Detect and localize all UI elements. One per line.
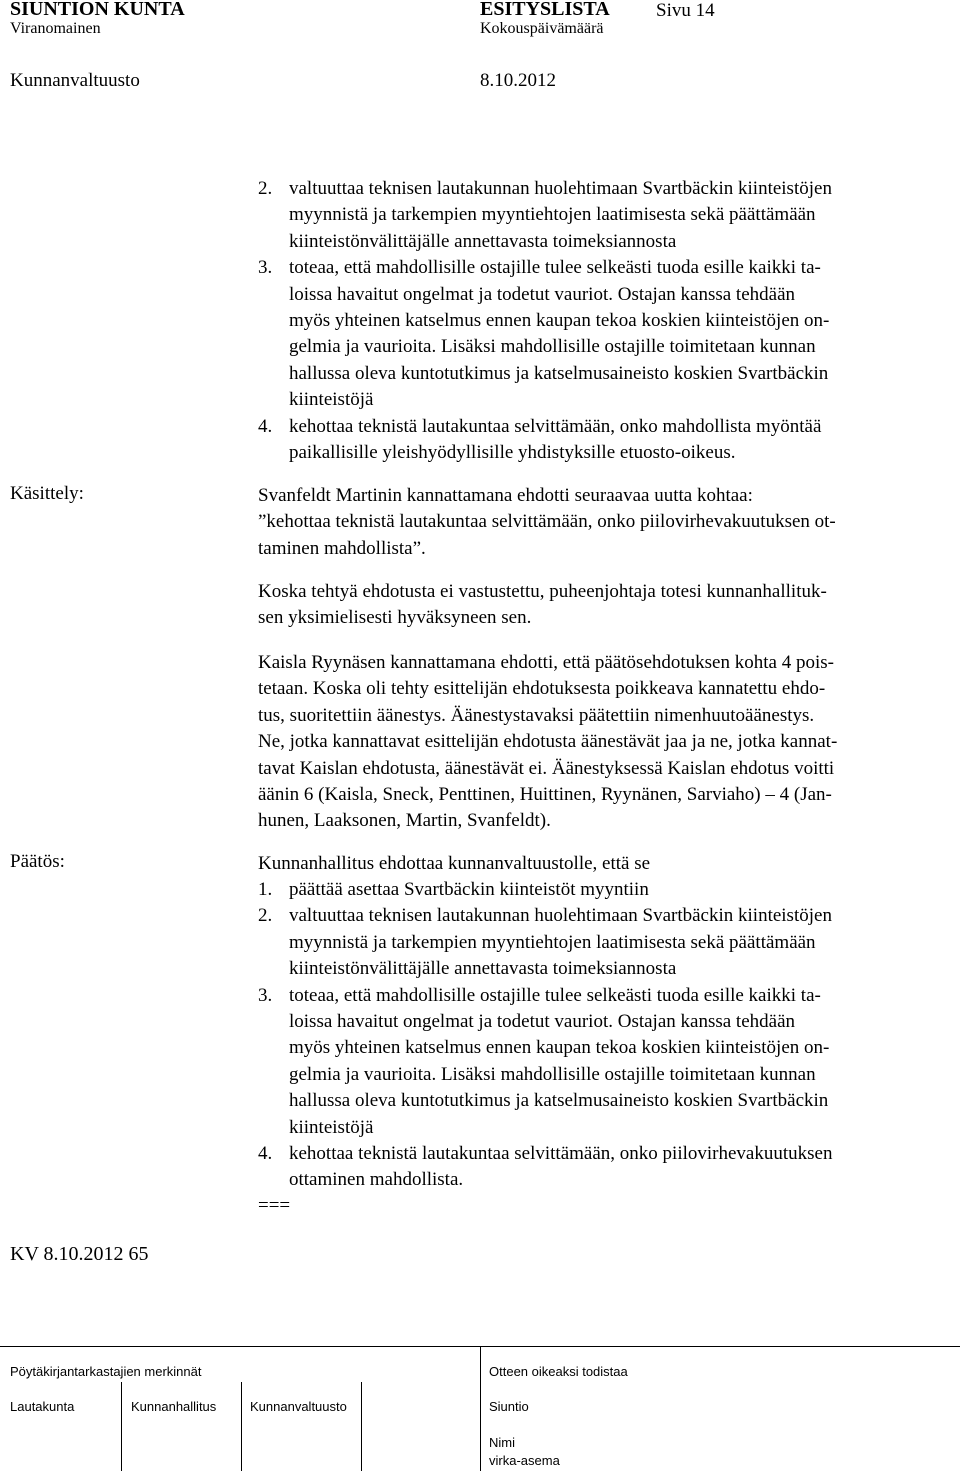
list-item: [258, 176, 948, 255]
kasittely-paragraph-2: [258, 579, 827, 632]
text-line: kehottaa teknistä lautakuntaa selvittämään, onko piilovirhevakuutuksen: [289, 1143, 833, 1165]
text-line: myös yhteinen katselmus ennen kaupan tekoa koskien kiinteistöjen on-: [289, 1037, 830, 1059]
footer-name: Nimi: [489, 1435, 515, 1450]
footer-title: virka-asema: [489, 1453, 560, 1468]
text-line: paikallisille yleishyödyllisille yhdistyksille etuosto-oikeus.: [289, 442, 736, 464]
intro-list: [258, 176, 948, 466]
kasittely-paragraph-3: [258, 650, 837, 835]
list-item-number: 2.: [258, 905, 273, 927]
meeting-date-label: Kokouspäivämäärä: [480, 20, 604, 37]
page-number: Sivu 14: [656, 0, 715, 21]
text-line: kiinteistöjä: [289, 389, 374, 411]
text-line: Koska tehtyä ehdotusta ei vastustettu, puheenjohtaja totesi kunnanhallituk-: [258, 581, 827, 602]
section-label-paatos: Päätös:: [10, 851, 65, 872]
text-line: päättää asettaa Svartbäckin kiinteistöt myyntiin: [289, 879, 649, 900]
text-line: ”kehottaa teknistä lautakuntaa selvittämään, onko piilovirhevakuutuksen ot-: [258, 511, 836, 533]
end-mark: ===: [258, 1195, 291, 1216]
footer-reviewers-heading: Pöytäkirjantarkastajien merkinnät: [10, 1364, 202, 1379]
text-line: Kaisla Ryynäsen kannattamana ehdotti, että päätösehdotuksen kohta 4 pois-: [258, 652, 834, 673]
footer-col-divider: [361, 1382, 362, 1471]
text-line: loissa havaitut ongelmat ja todetut vauriot. Ostajan kanssa tehdään: [289, 283, 796, 305]
document-type: ESITYSLISTA: [480, 0, 610, 20]
text-line: tetaan. Koska oli tehty esittelijän ehdotuksesta poikkeava kannatettu ehdo-: [258, 678, 826, 700]
text-line: valtuuttaa teknisen lautakunnan huolehtimaan Svartbäckin kiinteistöjen: [289, 905, 832, 927]
section-label-kasittely: Käsittely:: [10, 483, 84, 504]
list-item: [258, 877, 948, 903]
list-item-number: 4.: [258, 1143, 273, 1165]
paatos-intro: Kunnanhallitus ehdottaa kunnanvaltuustolle, että se: [258, 853, 651, 874]
text-line: kehottaa teknistä lautakuntaa selvittämään, onko mahdollista myöntää: [289, 415, 822, 437]
text-line: valtuuttaa teknisen lautakunnan huolehtimaan Svartbäckin kiinteistöjen: [289, 178, 832, 199]
text-line: hallussa oleva kuntotutkimus ja katselmusaineisto koskien Svartbäckin: [289, 362, 829, 384]
footer-divider: [480, 1346, 481, 1471]
text-line: gelmia ja vaurioita. Lisäksi mahdollisille ostajille toimitetaan kunnan: [289, 336, 816, 358]
list-item-number: 4.: [258, 415, 273, 437]
text-line: kiinteistöjä: [289, 1116, 374, 1138]
text-line: loissa havaitut ongelmat ja todetut vauriot. Ostajan kanssa tehdään: [289, 1011, 796, 1033]
kasittely-paragraph-1: [258, 483, 836, 562]
list-item-number: 1.: [258, 879, 273, 900]
text-line: sen yksimielisesti hyväksyneen sen.: [258, 607, 532, 629]
list-item: [258, 983, 948, 1141]
text-line: hallussa oleva kuntotutkimus ja katselmusaineisto koskien Svartbäckin: [289, 1090, 829, 1112]
footer: [0, 1346, 960, 1471]
text-line: toteaa, että mahdollisille ostajille tulee selkeästi tuoda esille kaikki ta-: [289, 257, 821, 279]
text-line: Ne, jotka kannattavat esittelijän ehdotusta äänestävät jaa ja ne, jotka kannat-: [258, 731, 838, 753]
text-line: toteaa, että mahdollisille ostajille tulee selkeästi tuoda esille kaikki ta-: [289, 984, 821, 1006]
organization-name: SIUNTION KUNTA: [10, 0, 185, 20]
text-line: Svanfeldt Martinin kannattamana ehdotti seuraavaa uutta kohtaa:: [258, 485, 753, 506]
meeting-reference: KV 8.10.2012 65: [10, 1243, 149, 1265]
text-line: kiinteistönvälittäjälle annettavasta toimeksiannosta: [289, 230, 677, 252]
text-line: myös yhteinen katselmus ennen kaupan tekoa koskien kiinteistöjen on-: [289, 310, 830, 332]
meeting-date-value: 8.10.2012: [480, 70, 556, 91]
text-line: taminen mahdollista”.: [258, 537, 426, 559]
text-line: myynnistä ja tarkempien myyntiehtojen laatimisesta sekä päättämään: [289, 931, 816, 953]
list-item-number: 3.: [258, 984, 273, 1006]
text-line: tavat Kaislan ehdotusta, äänestävät ei. Äänestyksessä Kaislan ehdotus voitti: [258, 757, 835, 779]
list-item-number: 2.: [258, 178, 273, 199]
footer-col-divider: [241, 1382, 242, 1471]
footer-certify-heading: Otteen oikeaksi todistaa: [489, 1364, 628, 1379]
authority-value: Kunnanvaltuusto: [10, 70, 140, 91]
text-line: myynnistä ja tarkempien myyntiehtojen laatimisesta sekä päättämään: [289, 204, 816, 226]
authority-label: Viranomainen: [10, 20, 101, 37]
list-item: [258, 1141, 948, 1194]
text-line: hunen, Laaksonen, Martin, Svanfeldt).: [258, 810, 551, 832]
text-line: äänin 6 (Kaisla, Sneck, Penttinen, Huittinen, Ryynänen, Sarviaho) – 4 (Jan-: [258, 784, 832, 806]
text-line: kiinteistönvälittäjälle annettavasta toimeksiannosta: [289, 958, 677, 980]
list-item: [258, 255, 948, 413]
list-item: [258, 414, 948, 467]
footer-col-kunnanvaltuusto: Kunnanvaltuusto: [250, 1399, 347, 1414]
text-line: ottaminen mahdollista.: [289, 1169, 464, 1191]
text-line: tus, suoritettiin äänestys. Äänestystavaksi päätettiin nimenhuutoäänestys.: [258, 704, 815, 726]
footer-col-kunnanhallitus: Kunnanhallitus: [131, 1399, 217, 1414]
text-line: gelmia ja vaurioita. Lisäksi mahdollisille ostajille toimitetaan kunnan: [289, 1063, 816, 1085]
footer-col-divider: [121, 1382, 122, 1471]
list-item: [258, 903, 948, 982]
list-item-number: 3.: [258, 257, 273, 279]
footer-place: Siuntio: [489, 1399, 529, 1414]
footer-col-lautakunta: Lautakunta: [10, 1399, 75, 1414]
paatos-list: [258, 877, 948, 1194]
